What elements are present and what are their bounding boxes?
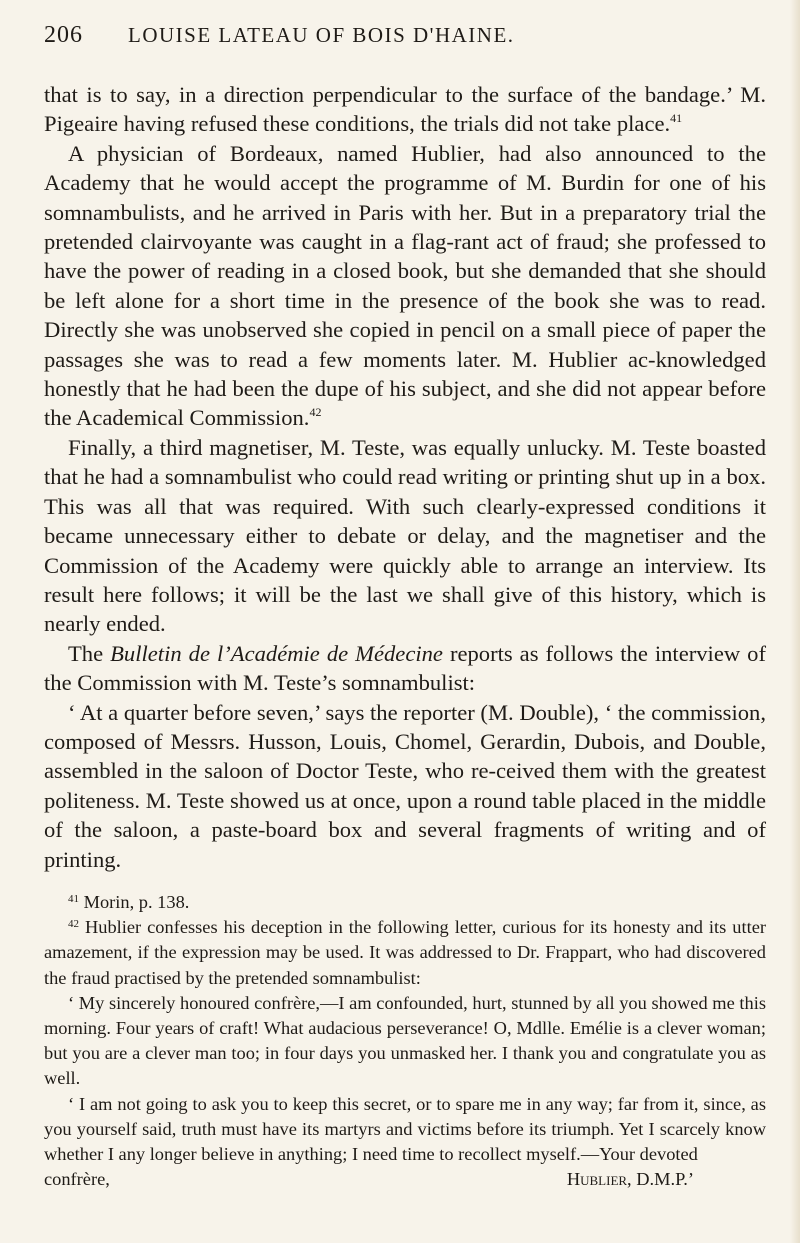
paragraph-3 [44,433,766,639]
paragraph-4-prefix: The [68,640,111,666]
letter-paragraph-2: ‘ I am not going to ask you to keep this secret, or to spare me in any way; far from it, since, as you yourself said, truth must have its martyrs and victims before its triumph. Yet I scarcely know whether I any longer believe in anything; I need time to recollect myself.—Your devoted [44,1093,766,1164]
footnote-42 [44,915,766,991]
journal-title: Bulletin de l’Académie de Médecine [110,640,443,666]
running-title: LOUISE LATEAU OF BOIS D'HAINE. [128,23,515,47]
letter-paragraph-1: ‘ My sincerely honoured confrère,—I am confounded, hurt, stunned by all you showed me this morning. Four years of craft! What audacious perseverance! O, Mdlle. Emélie is a clever woman; but you are a clever man too; in four days you unmasked her. I thank you and congratulate you as well. [44,992,766,1089]
footnote-42-mark: 42 [68,918,79,931]
running-header [44,22,766,58]
paragraph-3-text: Finally, a third magnetiser, M. Teste, was equally unlucky. M. Teste boasted that he had a somnambulist who could read writing or printing shut up in a box. This was all that was required. With such clearly-expressed conditions it became unnecessary either to debate or delay, and the magnetiser and the Commission of the Academy were quickly able to arrange an interview. Its result here follows; it will be the last we shall give of this history, which is nearly ended. [44,434,766,637]
body-text [44,80,766,874]
footnote-41-mark: 41 [68,892,79,905]
footnote-ref-42[interactable]: 42 [309,405,322,420]
paragraph-5 [44,698,766,874]
page-number: 206 [44,22,83,48]
paragraph-5-text: ‘ At a quarter before seven,’ says the reporter (M. Double), ‘ the commission, composed of Messrs. Husson, Louis, Chomel, Gerardin, Dubois, and Double, assembled in the saloon of Doctor Teste, who re-ceived them with the greatest politeness. M. Teste showed us at once, upon a round table placed in the middle of the saloon, a paste-board box and several fragments of writing and of printing. [44,699,766,872]
paragraph-2-text: A physician of Bordeaux, named Hublier, had also announced to the Academy that he would accept the programme of M. Burdin for one of his somnambulists, and he arrived in Paris with her. But in a preparatory trial the pretended clairvoyante was caught in a flag-rant act of fraud; she professed to have the power of reading in a closed book, but she demanded that she should be left alone for a short time in the presence of the book she was to read. Directly she was unobserved she copied in pencil on a small piece of paper the passages she was to read a few moments later. M. Hublier ac-knowledged honestly that he had been the dupe of his subject, and she did not appear before the Academical Commission. [44,140,766,431]
letter-closing [44,1167,766,1192]
paragraph-4 [44,639,766,698]
book-page [44,22,766,1192]
footnote-41-text: Morin, p. 138. [83,891,190,912]
closing-salutation: confrère, [44,1169,110,1190]
paragraph-1-text: that is to say, in a direction perpendicular to the surface of the bandage.’ M. Pigeaire having refused these conditions, the trials did not take place. [44,82,766,137]
footnote-41 [44,890,766,915]
paragraph-2 [44,139,766,433]
paragraph-1 [44,80,766,139]
footnote-42-text: Hublier confesses his deception in the following letter, curious for its honesty and its utter amazement, if the expression may be used. It was addressed to Dr. Frappart, who had discovered the fraud practised by the pretended somnambulist: [44,917,766,988]
paragraph-4-text: reports as follows the interview of the Commission with M. Teste’s somnambulist: [44,640,766,696]
closing-signature: Hublier, D.M.P.’ [566,1169,694,1190]
footnote-ref-41[interactable]: 41 [670,111,683,126]
footnotes [44,890,766,1192]
page-edge-shadow [790,0,800,1243]
